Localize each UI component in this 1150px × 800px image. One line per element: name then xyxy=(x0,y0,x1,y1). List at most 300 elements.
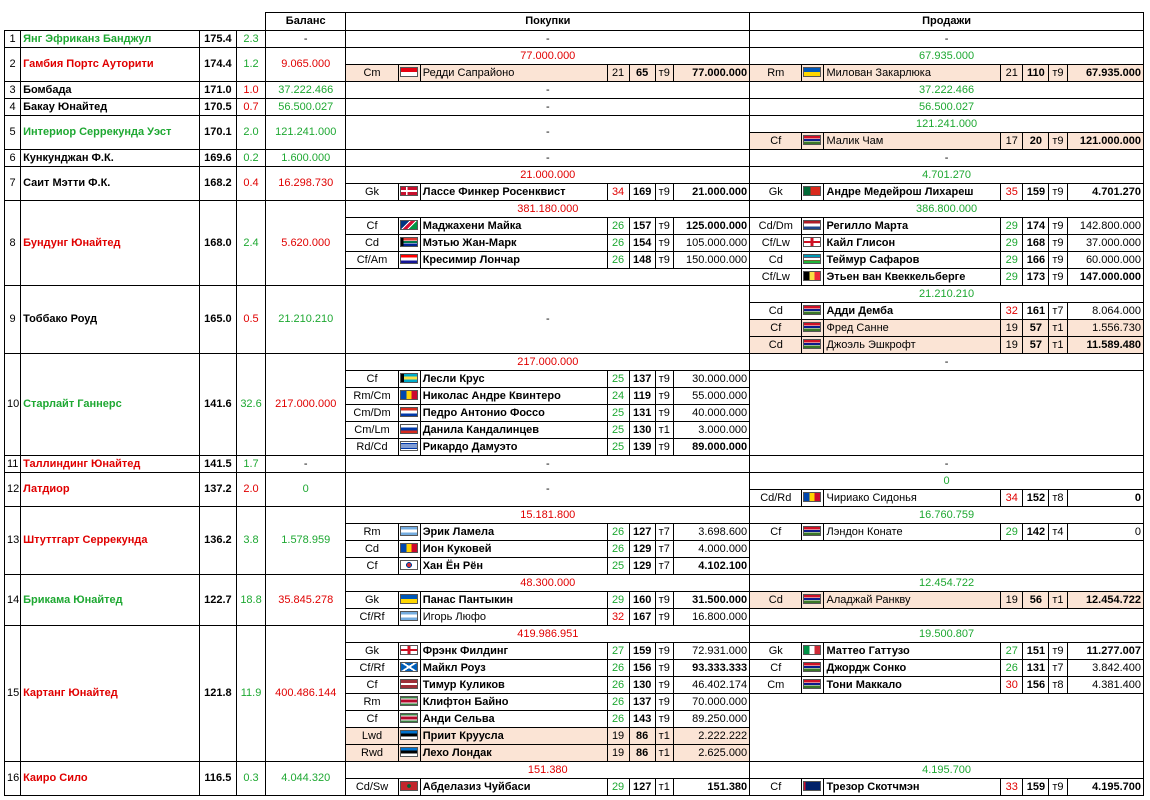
buy-player-tier: т1 xyxy=(655,422,673,439)
argentina-flag-icon xyxy=(400,526,418,536)
sell-player-price: 8.064.000 xyxy=(1067,303,1144,320)
team-rating-delta: 2.0 xyxy=(236,473,265,507)
team-rank: 12 xyxy=(5,473,21,507)
buys-total: 151.380 xyxy=(346,762,750,779)
buy-player-price: 105.000.000 xyxy=(673,235,749,252)
sell-player-name: Кайл Глисон xyxy=(824,235,1001,252)
team-rating: 137.2 xyxy=(199,473,236,507)
team-rating-delta: 0.5 xyxy=(236,286,265,354)
sell-player-age: 30 xyxy=(1001,677,1023,694)
buy-position: Cf/Rf xyxy=(346,660,398,677)
korea-flag-icon xyxy=(400,560,418,570)
buy-player-name: Данила Кандалинцев xyxy=(420,422,607,439)
belgium-flag-icon xyxy=(803,271,821,281)
croatia-flag-icon xyxy=(400,254,418,264)
buy-player-tier: т9 xyxy=(655,711,673,728)
buys-total: 77.000.000 xyxy=(346,48,750,65)
sell-player-name: Малик Чам xyxy=(824,133,1001,150)
buy-player-tier: т9 xyxy=(655,235,673,252)
sell-player-price: 4.701.270 xyxy=(1067,184,1144,201)
team-name: Интериор Серрекунда Уэст xyxy=(21,116,200,150)
sell-position: Gk xyxy=(750,643,802,660)
sell-player-rating: 152 xyxy=(1023,490,1049,507)
sell-player-price: 60.000.000 xyxy=(1067,252,1144,269)
empty-cell xyxy=(346,269,750,286)
empty-cell xyxy=(750,609,1144,626)
sell-player-tier: т8 xyxy=(1049,490,1067,507)
buy-player-name: Маджахени Майка xyxy=(420,218,607,235)
sell-player-name: Этьен ван Квеккельберге xyxy=(824,269,1001,286)
sell-position: Cd xyxy=(750,592,802,609)
buy-player-rating: 156 xyxy=(629,660,655,677)
team-balance: 400.486.144 xyxy=(266,626,346,762)
table-row xyxy=(5,575,1144,592)
buy-player-age: 21 xyxy=(607,65,629,82)
buy-player-age: 26 xyxy=(607,677,629,694)
suriname-flag-icon xyxy=(400,696,418,706)
sell-flag-cell xyxy=(802,303,824,320)
sell-player-tier: т7 xyxy=(1049,660,1067,677)
team-rank: 10 xyxy=(5,354,21,456)
sell-player-age: 19 xyxy=(1001,592,1023,609)
team-rank: 1 xyxy=(5,31,21,48)
buy-flag-cell xyxy=(398,592,420,609)
sell-player-age: 29 xyxy=(1001,252,1023,269)
buy-player-tier: т1 xyxy=(655,728,673,745)
buy-player-name: Лехо Лондак xyxy=(420,745,607,762)
buy-flag-cell xyxy=(398,558,420,575)
buy-position: Cm/Lm xyxy=(346,422,398,439)
balance-header: Баланс xyxy=(266,13,346,31)
team-balance: 35.845.278 xyxy=(266,575,346,626)
sell-player-price: 142.800.000 xyxy=(1067,218,1144,235)
buy-player-rating: 129 xyxy=(629,558,655,575)
buy-player-name: Клифтон Байно xyxy=(420,694,607,711)
buy-player-rating: 86 xyxy=(629,745,655,762)
buy-player-name: Панас Пантыкин xyxy=(420,592,607,609)
buy-player-rating: 148 xyxy=(629,252,655,269)
buy-player-age: 26 xyxy=(607,660,629,677)
sells-total: 56.500.027 xyxy=(750,99,1144,116)
buy-flag-cell xyxy=(398,779,420,796)
sell-player-tier: т9 xyxy=(1049,218,1067,235)
gambia-flag-icon xyxy=(803,322,821,332)
buy-player-price: 3.000.000 xyxy=(673,422,749,439)
table-row xyxy=(5,167,1144,184)
russia-flag-icon xyxy=(400,424,418,434)
buy-position: Cf/Rf xyxy=(346,609,398,626)
buy-player-tier: т9 xyxy=(655,184,673,201)
sell-player-name: Адди Дембa xyxy=(824,303,1001,320)
sell-flag-cell xyxy=(802,779,824,796)
team-rank: 5 xyxy=(5,116,21,150)
buy-player-age: 26 xyxy=(607,218,629,235)
buy-flag-cell xyxy=(398,388,420,405)
team-balance: 1.600.000 xyxy=(266,150,346,167)
sell-player-rating: 57 xyxy=(1023,337,1049,354)
buys-total: - xyxy=(346,286,750,354)
sell-player-price: 11.589.480 xyxy=(1067,337,1144,354)
sell-player-tier: т9 xyxy=(1049,269,1067,286)
team-rank: 16 xyxy=(5,762,21,796)
transfers-table xyxy=(4,12,1144,796)
sell-player-rating: 57 xyxy=(1023,320,1049,337)
buy-position: Cf xyxy=(346,371,398,388)
team-rating-delta: 1.7 xyxy=(236,456,265,473)
buy-flag-cell xyxy=(398,252,420,269)
buy-player-rating: 167 xyxy=(629,609,655,626)
buy-flag-cell xyxy=(398,405,420,422)
buy-player-name: Приит Круусла xyxy=(420,728,607,745)
buy-player-rating: 86 xyxy=(629,728,655,745)
team-rank: 4 xyxy=(5,99,21,116)
sell-player-age: 17 xyxy=(1001,133,1023,150)
sell-position: Cd xyxy=(750,252,802,269)
buy-player-price: 93.333.333 xyxy=(673,660,749,677)
table-row xyxy=(5,473,1144,490)
team-balance: 21.210.210 xyxy=(266,286,346,354)
buy-player-name: Фрэнк Филдинг xyxy=(420,643,607,660)
buys-total: 217.000.000 xyxy=(346,354,750,371)
sell-player-tier: т9 xyxy=(1049,133,1067,150)
team-rating-delta: 2.0 xyxy=(236,116,265,150)
team-rating: 174.4 xyxy=(199,48,236,82)
sell-player-tier: т4 xyxy=(1049,524,1067,541)
buy-player-price: 16.800.000 xyxy=(673,609,749,626)
team-balance: 5.620.000 xyxy=(266,201,346,286)
buy-player-tier: т1 xyxy=(655,745,673,762)
gambia-flag-icon xyxy=(803,679,821,689)
buy-player-price: 4.000.000 xyxy=(673,541,749,558)
denmark-flag-icon xyxy=(400,186,418,196)
gambia-flag-icon xyxy=(803,526,821,536)
buy-player-age: 25 xyxy=(607,558,629,575)
table-row xyxy=(5,456,1144,473)
buy-player-name: Редди Сапрайоно xyxy=(420,65,607,82)
sell-position: Cf xyxy=(750,524,802,541)
buys-total: - xyxy=(346,456,750,473)
buy-position: Cf xyxy=(346,218,398,235)
australia-flag-icon xyxy=(803,781,821,791)
sells-header: Продажи xyxy=(750,13,1144,31)
sell-player-age: 29 xyxy=(1001,524,1023,541)
buy-player-age: 27 xyxy=(607,643,629,660)
team-rank: 8 xyxy=(5,201,21,286)
buy-player-age: 26 xyxy=(607,524,629,541)
table-row xyxy=(5,762,1144,779)
buy-player-age: 26 xyxy=(607,541,629,558)
buys-header: Покупки xyxy=(346,13,750,31)
sell-player-price: 11.277.007 xyxy=(1067,643,1144,660)
buy-player-price: 55.000.000 xyxy=(673,388,749,405)
buy-player-age: 19 xyxy=(607,728,629,745)
buy-position: Rd/Cd xyxy=(346,439,398,456)
sell-flag-cell xyxy=(802,235,824,252)
buys-total: 419.986.951 xyxy=(346,626,750,643)
buy-player-rating: 143 xyxy=(629,711,655,728)
sells-total: 12.454.722 xyxy=(750,575,1144,592)
sell-player-tier: т9 xyxy=(1049,184,1067,201)
buy-position: Rm/Cm xyxy=(346,388,398,405)
sell-player-age: 33 xyxy=(1001,779,1023,796)
buy-player-rating: 130 xyxy=(629,422,655,439)
team-rating: 116.5 xyxy=(199,762,236,796)
buy-player-price: 89.000.000 xyxy=(673,439,749,456)
buy-player-price: 125.000.000 xyxy=(673,218,749,235)
team-rating-delta: 18.8 xyxy=(236,575,265,626)
buy-player-name: Лассе Финкер Росенквист xyxy=(420,184,607,201)
buys-total: - xyxy=(346,31,750,48)
sell-player-name: Тони Маккало xyxy=(824,677,1001,694)
buy-player-name: Рикардо Дамуэто xyxy=(420,439,607,456)
sell-player-tier: т7 xyxy=(1049,303,1067,320)
sell-flag-cell xyxy=(802,643,824,660)
sell-player-name: Лэндон Конате xyxy=(824,524,1001,541)
buy-player-tier: т7 xyxy=(655,524,673,541)
buy-player-rating: 127 xyxy=(629,524,655,541)
buy-flag-cell xyxy=(398,218,420,235)
buy-player-rating: 157 xyxy=(629,218,655,235)
sell-player-age: 26 xyxy=(1001,660,1023,677)
estonia-flag-icon xyxy=(400,747,418,757)
sell-position: Cd/Dm xyxy=(750,218,802,235)
sell-position: Cf/Lw xyxy=(750,235,802,252)
sells-total: - xyxy=(750,150,1144,167)
sell-player-rating: 161 xyxy=(1023,303,1049,320)
team-name: Старлайт Ганнерс xyxy=(21,354,200,456)
table-row xyxy=(5,31,1144,48)
buys-total: - xyxy=(346,82,750,99)
moldova-flag-icon xyxy=(400,390,418,400)
paraguay-flag-icon xyxy=(400,407,418,417)
england-flag-icon xyxy=(803,237,821,247)
sell-flag-cell xyxy=(802,490,824,507)
team-rating: 170.1 xyxy=(199,116,236,150)
buy-player-age: 29 xyxy=(607,779,629,796)
sell-player-name: Теймур Сафаров xyxy=(824,252,1001,269)
sell-position: Cf xyxy=(750,320,802,337)
sell-player-price: 147.000.000 xyxy=(1067,269,1144,286)
buy-flag-cell xyxy=(398,660,420,677)
buy-player-tier: т9 xyxy=(655,677,673,694)
sell-player-name: Джордж Сонко xyxy=(824,660,1001,677)
sell-player-rating: 156 xyxy=(1023,677,1049,694)
buy-flag-cell xyxy=(398,184,420,201)
buy-player-price: 21.000.000 xyxy=(673,184,749,201)
empty-cell xyxy=(750,541,1144,575)
buy-position: Cf xyxy=(346,558,398,575)
buy-flag-cell xyxy=(398,609,420,626)
sell-flag-cell xyxy=(802,320,824,337)
buy-player-tier: т9 xyxy=(655,439,673,456)
team-balance: 121.241.000 xyxy=(266,116,346,150)
sell-player-rating: 159 xyxy=(1023,184,1049,201)
buy-player-tier: т9 xyxy=(655,252,673,269)
team-name: Латдиор xyxy=(21,473,200,507)
team-rank: 9 xyxy=(5,286,21,354)
buy-player-price: 2.625.000 xyxy=(673,745,749,762)
argentina-flag-icon xyxy=(400,611,418,621)
buy-flag-cell xyxy=(398,694,420,711)
sell-player-name: Фред Санне xyxy=(824,320,1001,337)
sell-player-age: 29 xyxy=(1001,218,1023,235)
sell-flag-cell xyxy=(802,252,824,269)
buys-total: 15.181.800 xyxy=(346,507,750,524)
team-balance: 1.578.959 xyxy=(266,507,346,575)
sells-total: 386.800.000 xyxy=(750,201,1144,218)
buy-flag-cell xyxy=(398,643,420,660)
sell-player-age: 19 xyxy=(1001,337,1023,354)
buy-player-tier: т9 xyxy=(655,660,673,677)
sell-flag-cell xyxy=(802,269,824,286)
sell-player-tier: т9 xyxy=(1049,65,1067,82)
sell-position: Cd xyxy=(750,303,802,320)
team-rating: 141.6 xyxy=(199,354,236,456)
buy-player-price: 150.000.000 xyxy=(673,252,749,269)
team-rating: 175.4 xyxy=(199,31,236,48)
buy-player-rating: 160 xyxy=(629,592,655,609)
buy-position: Cf xyxy=(346,711,398,728)
buy-player-age: 26 xyxy=(607,711,629,728)
sells-total: 16.760.759 xyxy=(750,507,1144,524)
buys-total: - xyxy=(346,473,750,507)
sell-flag-cell xyxy=(802,337,824,354)
team-name: Штуттгарт Серрекунда xyxy=(21,507,200,575)
buy-player-tier: т9 xyxy=(655,609,673,626)
sell-flag-cell xyxy=(802,133,824,150)
buys-total: - xyxy=(346,99,750,116)
table-row xyxy=(5,150,1144,167)
ukraine-flag-icon xyxy=(803,67,821,77)
buy-player-rating: 127 xyxy=(629,779,655,796)
buy-player-tier: т9 xyxy=(655,592,673,609)
team-name: Янг Эфриканз Банджул xyxy=(21,31,200,48)
buy-player-age: 34 xyxy=(607,184,629,201)
buy-player-name: Николас Андре Квинтеро xyxy=(420,388,607,405)
table-row xyxy=(5,626,1144,643)
sells-total: 4.701.270 xyxy=(750,167,1144,184)
buy-player-rating: 130 xyxy=(629,677,655,694)
sells-total: - xyxy=(750,354,1144,371)
buy-position: Gk xyxy=(346,184,398,201)
buy-player-age: 25 xyxy=(607,422,629,439)
buy-player-rating: 129 xyxy=(629,541,655,558)
sell-position: Cd xyxy=(750,337,802,354)
sells-total: 19.500.807 xyxy=(750,626,1144,643)
buy-player-name: Ион Куковей xyxy=(420,541,607,558)
team-rating: 171.0 xyxy=(199,82,236,99)
sells-total: - xyxy=(750,456,1144,473)
team-rank: 2 xyxy=(5,48,21,82)
sell-player-age: 29 xyxy=(1001,235,1023,252)
sell-player-age: 29 xyxy=(1001,269,1023,286)
sell-position: Cm xyxy=(750,677,802,694)
sell-player-name: Трезор Скотчмэн xyxy=(824,779,1001,796)
team-balance: 16.298.730 xyxy=(266,167,346,201)
ukraine-flag-icon xyxy=(400,594,418,604)
england-flag-icon xyxy=(400,645,418,655)
bahamas-flag-icon xyxy=(400,373,418,383)
buy-player-price: 70.000.000 xyxy=(673,694,749,711)
sell-player-age: 27 xyxy=(1001,643,1023,660)
team-balance: 217.000.000 xyxy=(266,354,346,456)
buy-player-name: Педро Антонио Фоссо xyxy=(420,405,607,422)
sell-flag-cell xyxy=(802,218,824,235)
sells-total: 21.210.210 xyxy=(750,286,1144,303)
buy-player-name: Лесли Крус xyxy=(420,371,607,388)
sell-player-price: 3.842.400 xyxy=(1067,660,1144,677)
buy-player-age: 26 xyxy=(607,235,629,252)
buy-player-rating: 139 xyxy=(629,439,655,456)
sell-player-tier: т1 xyxy=(1049,320,1067,337)
buy-player-rating: 169 xyxy=(629,184,655,201)
sell-player-price: 37.000.000 xyxy=(1067,235,1144,252)
team-name: Брикама Юнайтед xyxy=(21,575,200,626)
buy-position: Lwd xyxy=(346,728,398,745)
team-rating: 169.6 xyxy=(199,150,236,167)
team-rating-delta: 0.2 xyxy=(236,150,265,167)
buy-player-rating: 119 xyxy=(629,388,655,405)
sell-player-tier: т1 xyxy=(1049,337,1067,354)
sell-flag-cell xyxy=(802,592,824,609)
buy-player-price: 3.698.600 xyxy=(673,524,749,541)
buy-position: Rm xyxy=(346,694,398,711)
team-rating: 168.0 xyxy=(199,201,236,286)
team-rating-delta: 0.3 xyxy=(236,762,265,796)
sell-player-name: Чириако Сидонья xyxy=(824,490,1001,507)
header-row xyxy=(5,13,1144,31)
suriname-flag-icon xyxy=(400,713,418,723)
uruguay-flag-icon xyxy=(400,441,418,451)
team-rank: 13 xyxy=(5,507,21,575)
latvia-flag-icon xyxy=(400,679,418,689)
team-name: Тоббако Роуд xyxy=(21,286,200,354)
buy-player-price: 89.250.000 xyxy=(673,711,749,728)
buy-player-rating: 159 xyxy=(629,643,655,660)
sell-player-tier: т1 xyxy=(1049,592,1067,609)
gambia-flag-icon xyxy=(803,339,821,349)
moldova-flag-icon xyxy=(803,492,821,502)
team-name: Бундунг Юнайтед xyxy=(21,201,200,286)
buy-player-tier: т9 xyxy=(655,65,673,82)
team-name: Кункунджан Ф.К. xyxy=(21,150,200,167)
sell-player-rating: 166 xyxy=(1023,252,1049,269)
namibia-flag-icon xyxy=(400,220,418,230)
scotland-flag-icon xyxy=(400,662,418,672)
team-rating-delta: 3.8 xyxy=(236,507,265,575)
sells-total: 0 xyxy=(750,473,1144,490)
team-rating: 168.2 xyxy=(199,167,236,201)
buy-player-age: 25 xyxy=(607,405,629,422)
buy-player-price: 30.000.000 xyxy=(673,371,749,388)
team-rating: 165.0 xyxy=(199,286,236,354)
buy-player-age: 24 xyxy=(607,388,629,405)
buy-player-rating: 131 xyxy=(629,405,655,422)
morocco-flag-icon xyxy=(400,781,418,791)
buys-total: - xyxy=(346,116,750,150)
sell-player-rating: 131 xyxy=(1023,660,1049,677)
italy-flag-icon xyxy=(803,645,821,655)
sell-flag-cell xyxy=(802,677,824,694)
sell-flag-cell xyxy=(802,660,824,677)
buy-player-age: 19 xyxy=(607,745,629,762)
empty-cell xyxy=(750,694,1144,762)
buy-player-price: 40.000.000 xyxy=(673,405,749,422)
indonesia-flag-icon xyxy=(400,67,418,77)
buy-flag-cell xyxy=(398,235,420,252)
buy-flag-cell xyxy=(398,745,420,762)
team-rating-delta: 1.0 xyxy=(236,82,265,99)
